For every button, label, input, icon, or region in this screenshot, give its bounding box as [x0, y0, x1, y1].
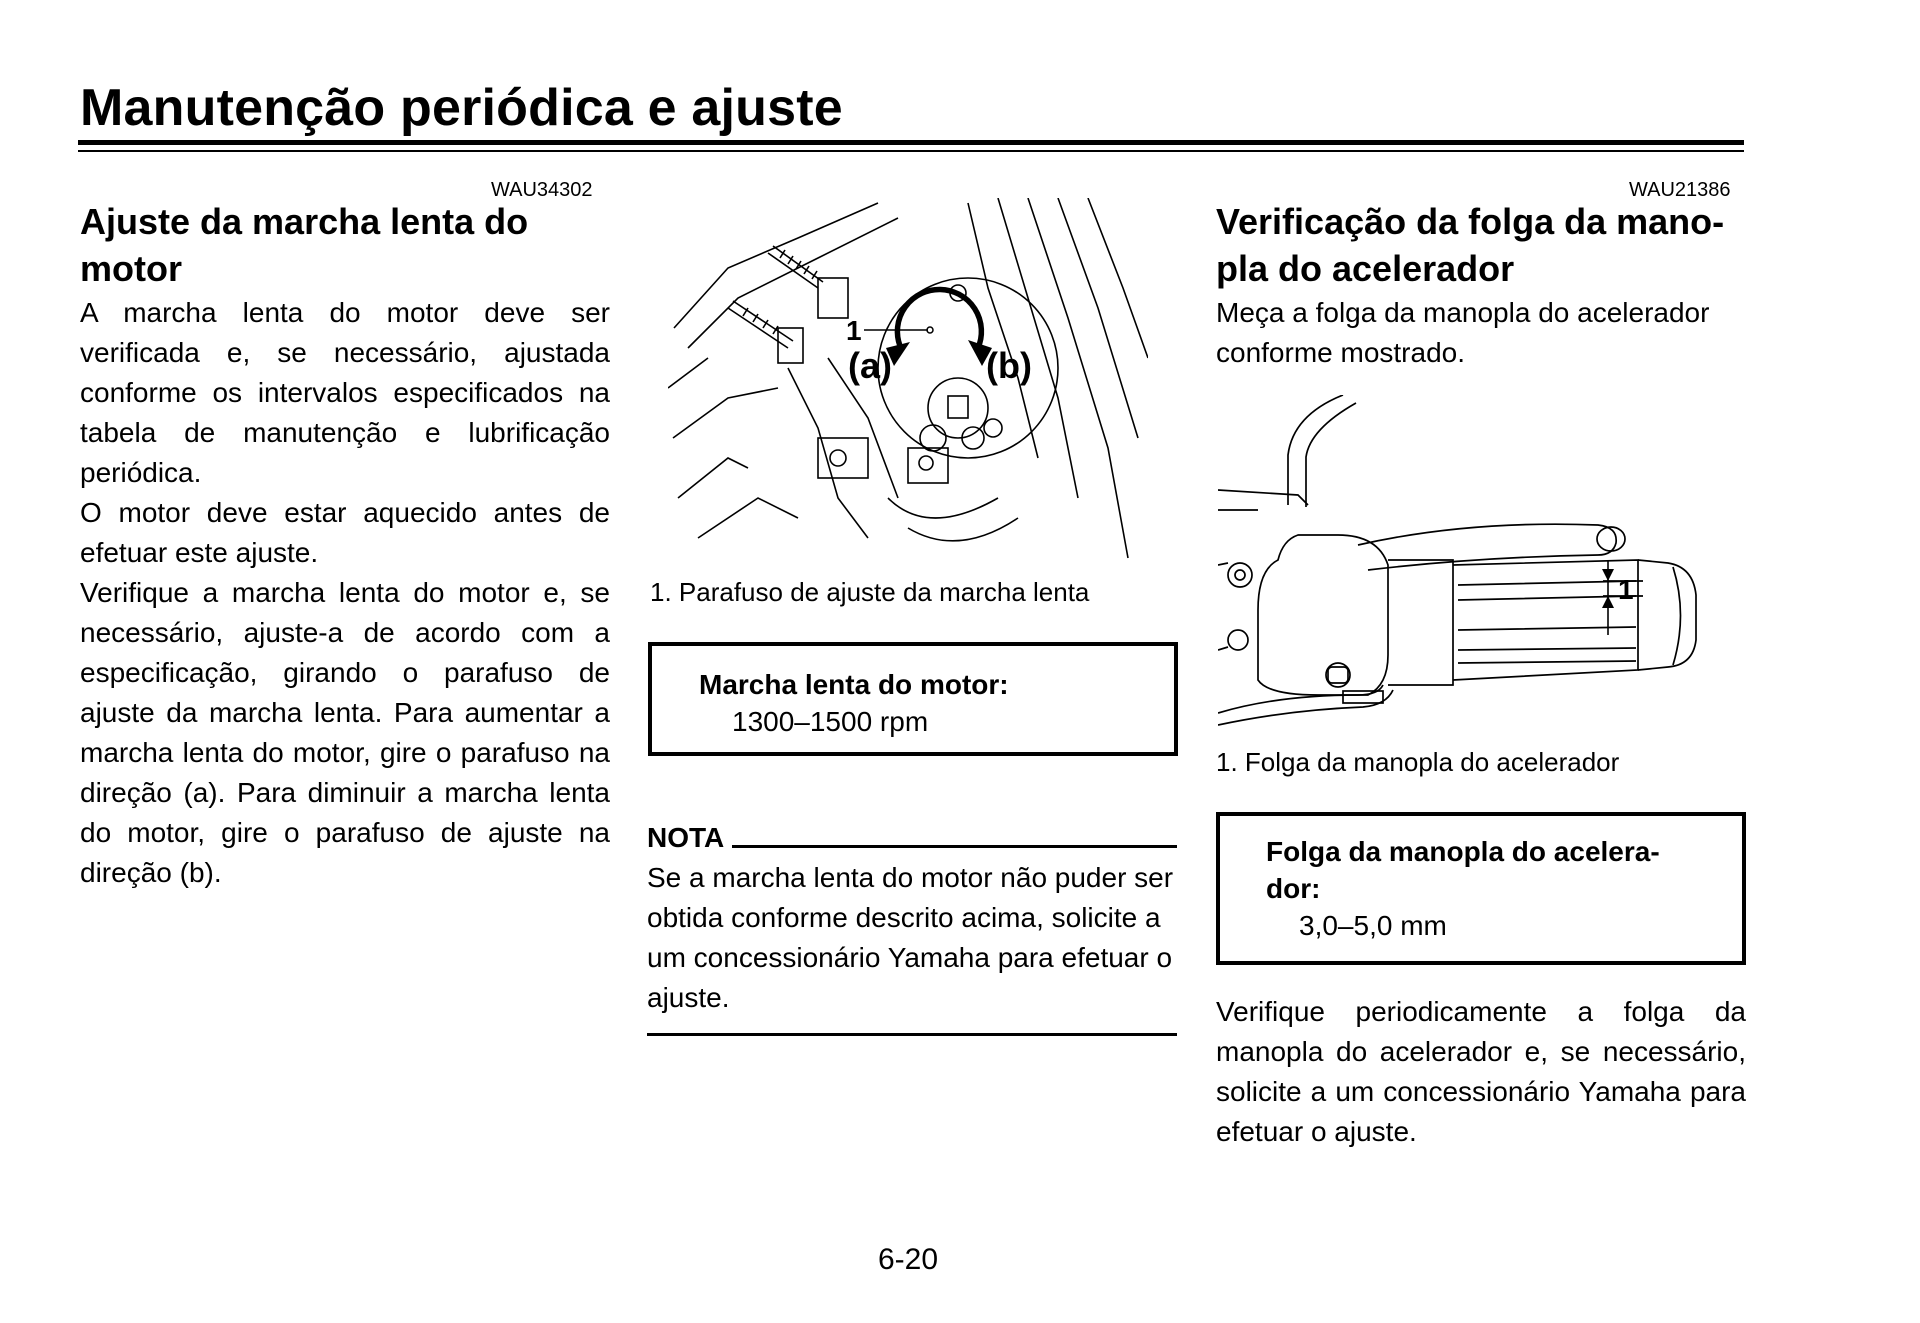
figure2-caption: 1. Folga da manopla do acelerador [1216, 747, 1620, 777]
right-closing-paragraph: Verifique periodicamente a folga da manopla do acelerador e, se necessário, solicite a um concessionário Yamaha para efetuar o ajuste. [1216, 996, 1746, 1147]
idle-speed-spec-box [648, 642, 1178, 756]
throttle-freeplay-spec-value: 3,0–5,0 mm [1299, 910, 1447, 941]
figure1-callout-label: 1 [846, 315, 862, 346]
throttle-freeplay-spec-label-line2: dor: [1266, 873, 1321, 904]
right-section-code: WAU21386 [1629, 179, 1731, 201]
left-heading-line2: motor [80, 248, 182, 289]
header-rule-thin [78, 150, 1744, 152]
figure2-callout-label: 1 [1618, 574, 1634, 605]
left-paragraph-3: Verifique a marcha lenta do motor e, se necessário, ajuste-a de acordo com a especificação, girando o parafuso de ajuste da marcha lenta. Para aumentar a marcha lenta do motor, gire o parafuso na direção (a). Para diminuir a marcha lenta do motor, gire o parafuso de ajuste na direção (b). [80, 577, 610, 888]
note-title: NOTA [647, 822, 725, 853]
figure1-direction-b-label: (b) [986, 345, 1032, 386]
figure1-direction-a-label: (a) [848, 345, 892, 386]
left-paragraph-2: O motor deve estar aquecido antes de efetuar este ajuste. [80, 497, 610, 568]
throttle-freeplay-spec-box [1216, 812, 1746, 965]
note-text: Se a marcha lenta do motor não puder ser obtida conforme descrito acima, solicite a um concessionário Yamaha para efetuar o ajuste. [647, 862, 1174, 1013]
idle-speed-spec-value: 1300–1500 rpm [732, 706, 929, 737]
throttle-freeplay-spec-label-line1: Folga da manopla do acelera- [1266, 836, 1660, 867]
page-number: 6-20 [878, 1243, 939, 1276]
right-heading-line1: Verificação da folga da mano- [1216, 201, 1725, 242]
page-title: Manutenção periódica e ajuste [80, 79, 843, 137]
left-section-body [80, 293, 610, 893]
right-section-intro [1216, 293, 1746, 373]
right-section-closing [1216, 992, 1746, 1152]
left-heading-line1: Ajuste da marcha lenta do [80, 201, 529, 242]
note-title-rule [732, 845, 1177, 848]
idle-speed-spec-label: Marcha lenta do motor: [699, 669, 1009, 700]
note-bottom-rule [647, 1033, 1177, 1036]
right-section-heading [1216, 198, 1756, 292]
note-block [647, 822, 1177, 1018]
left-section-heading [80, 198, 620, 292]
right-intro-paragraph: Meça a folga da manopla do acelerador conforme mostrado. [1216, 297, 1710, 368]
figure1-caption: 1. Parafuso de ajuste da marcha lenta [650, 577, 1090, 607]
right-heading-line2: pla do acelerador [1216, 248, 1515, 289]
left-paragraph-1: A marcha lenta do motor deve ser verificada e, se necessário, ajustada conforme os intervalos especificados na tabela de manutenção e lubrificação periódica. [80, 297, 610, 488]
header-rule-thick [78, 140, 1744, 145]
throttle-grip-figure [1218, 395, 1748, 735]
left-section-code: WAU34302 [491, 179, 593, 201]
idle-screw-figure [668, 198, 1148, 563]
